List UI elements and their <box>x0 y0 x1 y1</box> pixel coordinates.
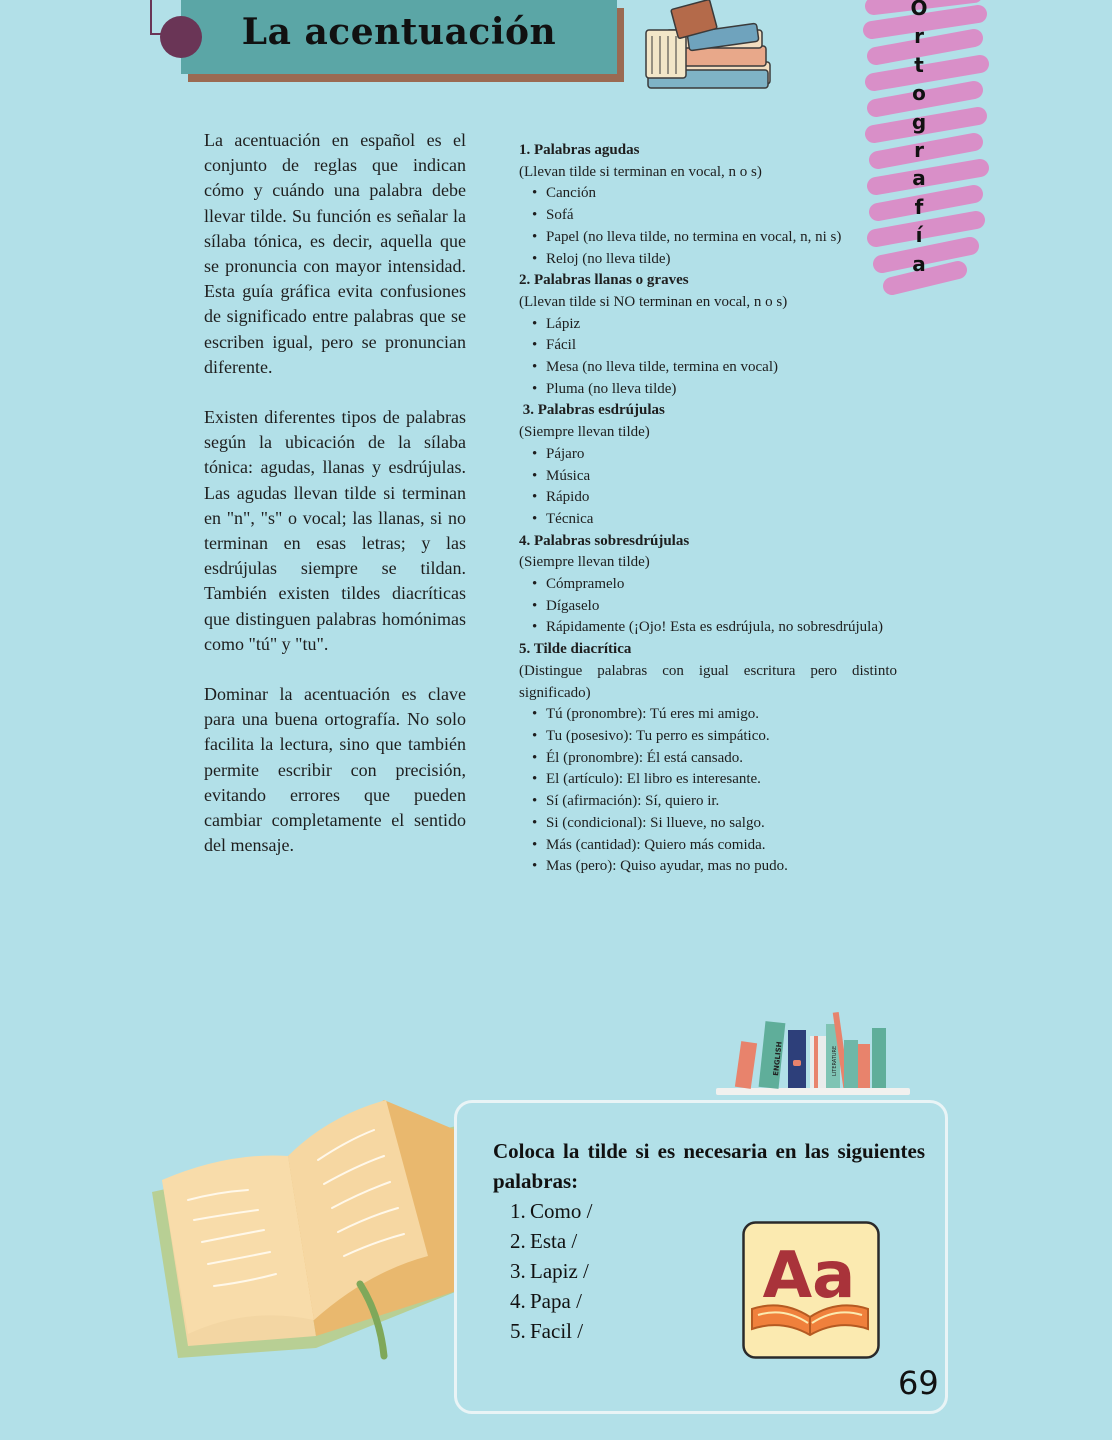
section-heading: 3. Palabras esdrújulas <box>519 402 665 419</box>
list-item: • Tu (posesivo): Tu perro es simpático. <box>546 726 897 748</box>
side-letter: r <box>914 24 924 49</box>
section-heading: 2. Palabras llanas o graves <box>519 272 689 289</box>
section-list <box>519 444 897 531</box>
exercise-item: 3. Lapiz / <box>510 1259 589 1283</box>
section-heading: 5. Tilde diacrítica <box>519 641 632 658</box>
side-letter: r <box>914 137 924 162</box>
intro-paragraph: Dominar la acentuación es clave para una buena ortografía. No solo facilita la lectura, sino que también permite escribir con precisión, evitando errores que pueden cambiar completamente el sentido del mensaje. <box>204 684 466 856</box>
list-item: • El (artículo): El libro es interesante. <box>546 769 897 791</box>
page-number: 69 <box>898 1364 939 1402</box>
list-item: • Música <box>546 466 897 488</box>
exercise-item: 4. Papa / <box>510 1289 582 1313</box>
page-title: La acentuación <box>241 11 557 53</box>
side-letter: í <box>915 223 923 248</box>
title-dot <box>160 16 202 58</box>
list-item: • Lápiz <box>546 314 897 336</box>
list-item: • Cómpramelo <box>546 574 897 596</box>
intro-text-column <box>204 128 466 883</box>
list-item: • Sofá <box>546 205 897 227</box>
section-note: (Siempre llevan tilde) <box>519 424 650 441</box>
section-note: (Siempre llevan tilde) <box>519 554 650 571</box>
title-decoration-line <box>150 0 152 34</box>
side-letter: a <box>912 166 926 191</box>
section-list <box>519 574 897 639</box>
side-letter: O <box>910 0 928 20</box>
list-item: • Más (cantidad): Quiero más comida. <box>546 835 897 857</box>
intro-paragraph: La acentuación en español es el conjunto de reglas que indican cómo y cuándo una palabra debe llevar tilde. Su función es señalar la sílaba tónica, es decir, aquella que se pronuncia con mayor intensidad. Esta guía gráfica evita confusiones de significado entre palabras que se escriben igual, pero se pronuncian diferente. <box>204 130 466 377</box>
open-book-illustration <box>148 1096 478 1366</box>
list-item: • Pluma (no lleva tilde) <box>546 379 897 401</box>
section-list <box>519 314 897 401</box>
intro-paragraph: Existen diferentes tipos de palabras según la ubicación de la sílaba tónica: agudas, llanas y esdrújulas. Las agudas llevan tilde si terminan en "n", "s" o vocal; las llanas, si no terminan en esas letras; y las esdrújulas siempre se tildan. También existen tildes diacríticas que distinguen palabras homónimas como "tú" y "tu". <box>204 407 466 654</box>
side-letter: t <box>914 52 924 77</box>
rules-column <box>519 140 897 878</box>
title-banner <box>181 0 617 74</box>
list-item: • Rápidamente (¡Ojo! Esta es esdrújula, no sobresdrújula) <box>546 617 897 639</box>
list-item: • Mesa (no lleva tilde, termina en vocal) <box>546 357 897 379</box>
exercise-item-text: Esta / <box>530 1229 578 1253</box>
book-spine-label: ENGLISH <box>772 1041 784 1077</box>
section-note: (Llevan tilde si terminan en vocal, n o s) <box>519 163 762 180</box>
exercise-item: 5. Facil / <box>510 1319 584 1343</box>
list-item: • Canción <box>546 183 897 205</box>
list-item: • Reloj (no lleva tilde) <box>546 249 897 271</box>
list-item: • Él (pronombre): Él está cansado. <box>546 748 897 770</box>
aa-letters: Aa <box>762 1239 856 1313</box>
exercise-item: 2. Esta / <box>510 1229 578 1253</box>
exercise-item-text: Papa / <box>530 1289 582 1313</box>
exercise-list <box>510 1196 592 1346</box>
side-letter: g <box>911 109 927 134</box>
side-letter: o <box>912 81 926 106</box>
list-item: • Sí (afirmación): Sí, quiero ir. <box>546 791 897 813</box>
exercise-item-text: Como / <box>530 1199 593 1223</box>
bookshelf-illustration <box>714 1010 914 1100</box>
section-note: (Distingue palabras con igual escritura pero distinto significado) <box>519 662 897 701</box>
side-word-ortografia <box>907 0 931 278</box>
list-item: • Tú (pronombre): Tú eres mi amigo. <box>546 704 897 726</box>
list-item: • Mas (pero): Quiso ayudar, mas no pudo. <box>546 856 897 878</box>
list-item: • Pájaro <box>546 444 897 466</box>
section-note: (Llevan tilde si NO terminan en vocal, n o s) <box>519 293 788 310</box>
exercise-prompt: Coloca la tilde si es necesaria en las siguientes palabras: <box>493 1139 925 1193</box>
section-heading: 1. Palabras agudas <box>519 142 640 158</box>
exercise-item-text: Facil / <box>530 1319 584 1343</box>
book-spine-label: LITERATURE <box>832 1045 838 1076</box>
section-list <box>519 183 897 270</box>
side-letter: f <box>914 194 924 219</box>
list-item: • Papel (no lleva tilde, no termina en vocal, n, ni s) <box>546 227 897 249</box>
list-item: • Dígaselo <box>546 596 897 618</box>
alphabet-book-icon <box>742 1221 882 1361</box>
section-list <box>519 704 897 878</box>
exercise-item: 1. Como / <box>510 1199 593 1223</box>
list-item: • Técnica <box>546 509 897 531</box>
side-letter: a <box>912 251 926 276</box>
list-item: • Rápido <box>546 487 897 509</box>
section-heading: 4. Palabras sobresdrújulas <box>519 532 690 549</box>
exercise-item-text: Lapiz / <box>530 1259 589 1283</box>
list-item: • Si (condicional): Si llueve, no salgo. <box>546 813 897 835</box>
list-item: • Fácil <box>546 335 897 357</box>
book-stack-illustration <box>640 0 780 95</box>
